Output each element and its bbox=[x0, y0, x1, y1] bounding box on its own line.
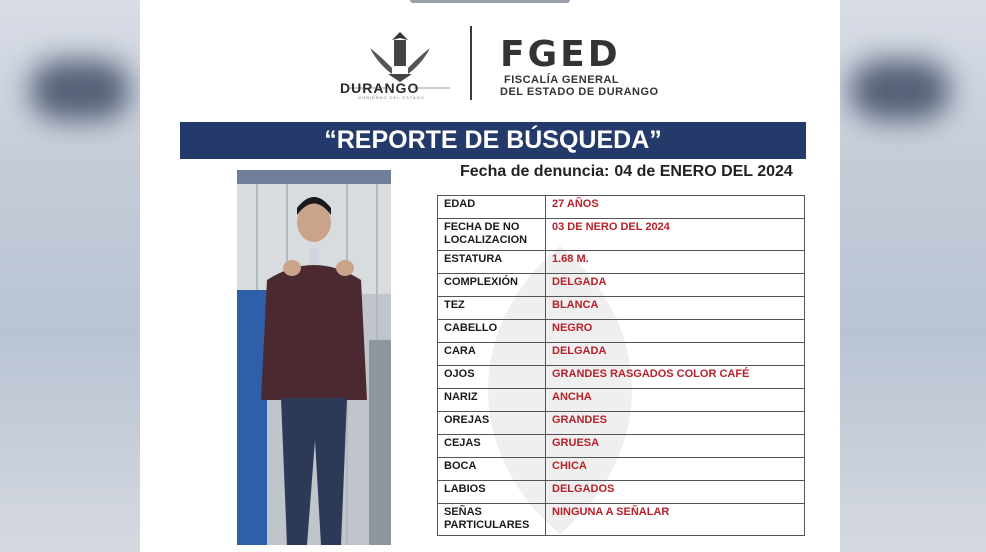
field-value: DELGADA bbox=[546, 274, 805, 297]
field-value: NINGUNA A SEÑALAR bbox=[546, 504, 805, 536]
durango-tagline: GOBIERNO DEL ESTADO bbox=[358, 95, 425, 100]
field-label: TEZ bbox=[438, 297, 546, 320]
field-value: DELGADOS bbox=[546, 481, 805, 504]
field-value: DELGADA bbox=[546, 343, 805, 366]
field-label: ESTATURA bbox=[438, 251, 546, 274]
fged-logo: FGED bbox=[500, 34, 621, 75]
report-title-banner bbox=[180, 122, 806, 159]
table-row bbox=[438, 412, 805, 435]
table-row bbox=[438, 389, 805, 412]
field-value: GRANDES bbox=[546, 412, 805, 435]
search-report-poster bbox=[140, 0, 840, 552]
blurred-background-right bbox=[840, 0, 986, 552]
field-label: CARA bbox=[438, 343, 546, 366]
description-table bbox=[437, 195, 805, 536]
field-value: GRANDES RASGADOS COLOR CAFÉ bbox=[546, 366, 805, 389]
table-row bbox=[438, 343, 805, 366]
table-row bbox=[438, 320, 805, 343]
field-value: GRUESA bbox=[546, 435, 805, 458]
field-label: CEJAS bbox=[438, 435, 546, 458]
missing-person-photo bbox=[237, 170, 391, 545]
field-label: OREJAS bbox=[438, 412, 546, 435]
field-label: OJOS bbox=[438, 366, 546, 389]
logo-divider bbox=[470, 26, 472, 100]
field-label: CABELLO bbox=[438, 320, 546, 343]
table-row bbox=[438, 196, 805, 219]
field-label: BOCA bbox=[438, 458, 546, 481]
field-label: SEÑAS PARTICULARES bbox=[438, 504, 546, 536]
field-label: NARIZ bbox=[438, 389, 546, 412]
report-date-label: Fecha de denuncia: bbox=[460, 163, 610, 180]
field-value: 03 DE NERO DEL 2024 bbox=[546, 219, 805, 251]
table-row bbox=[438, 274, 805, 297]
table-row bbox=[438, 297, 805, 320]
table-row bbox=[438, 458, 805, 481]
durango-logo-text: DURANGO bbox=[340, 80, 420, 96]
fged-subtitle-line1: FISCALÍA GENERAL bbox=[504, 74, 620, 86]
table-row bbox=[438, 435, 805, 458]
field-label: COMPLEXIÓN bbox=[438, 274, 546, 297]
field-label: LABIOS bbox=[438, 481, 546, 504]
report-title: “REPORTE DE BÚSQUEDA” bbox=[324, 126, 662, 154]
field-value: BLANCA bbox=[546, 297, 805, 320]
field-value: CHICA bbox=[546, 458, 805, 481]
field-label: FECHA DE NO LOCALIZACION bbox=[438, 219, 546, 251]
top-edge-bar bbox=[410, 0, 570, 3]
field-value: NEGRO bbox=[546, 320, 805, 343]
table-row bbox=[438, 504, 805, 536]
report-date-value: 04 de ENERO DEL 2024 bbox=[614, 163, 793, 180]
table-row bbox=[438, 366, 805, 389]
table-row bbox=[438, 219, 805, 251]
fged-subtitle-line2: DEL ESTADO DE DURANGO bbox=[500, 86, 659, 98]
field-label: EDAD bbox=[438, 196, 546, 219]
table-row bbox=[438, 481, 805, 504]
field-value: 1.68 M. bbox=[546, 251, 805, 274]
field-value: ANCHA bbox=[546, 389, 805, 412]
report-date bbox=[460, 163, 793, 181]
table-row bbox=[438, 251, 805, 274]
field-value: 27 AÑOS bbox=[546, 196, 805, 219]
blurred-background-left bbox=[0, 0, 140, 552]
